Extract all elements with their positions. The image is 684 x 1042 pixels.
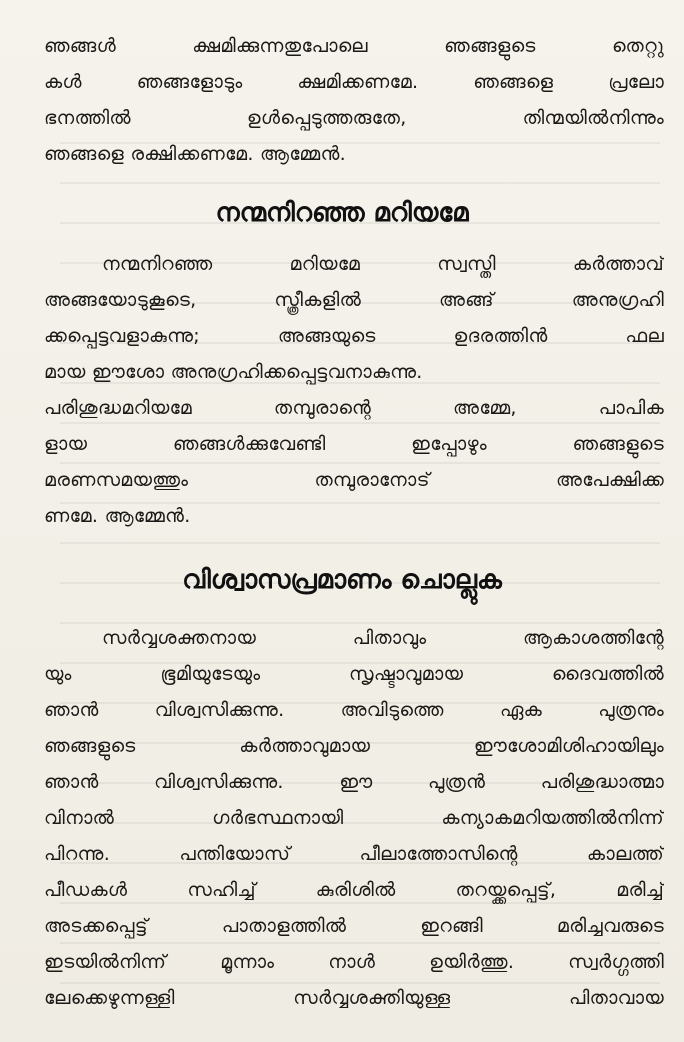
text-line: ഞാൻ വിശ്വസിക്കുന്നു. അവിടുത്തെ ഏക പുത്രനും bbox=[44, 699, 664, 721]
text-line: നന്മനിറഞ്ഞ മറിയമേ സ്വസ്തി കർത്താവ് bbox=[102, 253, 664, 275]
text-line: ളായ ഞങ്ങൾക്കുവേണ്ടി ഇപ്പോഴും ഞങ്ങളുടെ bbox=[44, 433, 664, 455]
text-line: ണമേ. ആമ്മേൻ. bbox=[44, 505, 191, 527]
text-line: മരണസമയത്തും തമ്പുരാനോട് അപേക്ഷിക്ക bbox=[44, 469, 664, 491]
section-heading-hail-mary: നന്മനിറഞ്ഞ മറിയമേ bbox=[215, 198, 469, 228]
text-line: അടക്കപ്പെട്ട് പാതാളത്തിൽ ഇറങ്ങി മരിച്ചവരുടെ bbox=[44, 915, 664, 937]
text-line: ഞങ്ങളെ രക്ഷിക്കണമേ. ആമ്മേൻ. bbox=[44, 143, 346, 165]
text-line: യും ഭൂമിയുടേയും സൃഷ്ടാവുമായ ദൈവത്തിൽ bbox=[44, 663, 664, 685]
section-heading-creed: വിശ്വാസപ്രമാണം ചൊല്ലുക bbox=[182, 565, 502, 595]
text-line: ഭനത്തിൽ ഉൾപ്പെടുത്തരുതേ, തിന്മയിൽനിന്നും bbox=[44, 107, 664, 129]
text-line: മായ ഈശോ അനുഗ്രഹിക്കപ്പെട്ടവനാകുന്നു. bbox=[44, 361, 423, 383]
text-line: പരിശുദ്ധമറിയമേ തമ്പുരാന്റെ അമ്മേ, പാപിക bbox=[44, 397, 664, 419]
text-line: ഞങ്ങൾ ക്ഷമിക്കുന്നതുപോലെ ഞങ്ങളുടെ തെറ്റു bbox=[44, 35, 664, 57]
text-line: ഞങ്ങളുടെ കർത്താവുമായ ഈശോമിശിഹായിലും bbox=[44, 735, 664, 757]
text-line: പീഡകൾ സഹിച്ച് കുരിശിൽ തറയ്ക്കപ്പെട്ട്, മരിച്ച് bbox=[44, 879, 664, 901]
text-line: അങ്ങയോടുകൂടെ, സ്ത്രീകളിൽ അങ്ങ് അനുഗ്രഹി bbox=[44, 289, 664, 311]
text-line: കൾ ഞങ്ങളോടും ക്ഷമിക്കണമേ. ഞങ്ങളെ പ്രലോ bbox=[44, 71, 664, 93]
text-line: സർവ്വശക്തനായ പിതാവും ആകാശത്തിന്റേ bbox=[102, 627, 664, 649]
text-line: ലേക്കെഴുന്നള്ളി സർവ്വശക്തിയുള്ള പിതാവായ bbox=[44, 987, 664, 1009]
hail-mary-paragraph bbox=[44, 246, 664, 534]
text-line: പിറന്നു. പന്തിയോസ് പീലാത്തോസിന്റെ കാലത്ത് bbox=[44, 843, 664, 865]
text-line: ഇടയിൽനിന്ന് മൂന്നാം നാൾ ഉയിർത്തു. സ്വർഗ്ഗത്തി bbox=[44, 951, 664, 973]
text-line: വിനാൽ ഗർഭസ്ഥനായി കന്യാകമറിയത്തിൽനിന്ന് bbox=[44, 807, 664, 829]
text-line: ക്കപ്പെട്ടവളാകുന്നു; അങ്ങയുടെ ഉദരത്തിൻ ഫല bbox=[44, 325, 664, 347]
prayer-continuation bbox=[44, 28, 664, 172]
creed-paragraph bbox=[44, 620, 664, 1016]
text-line: ഞാൻ വിശ്വസിക്കുന്നു. ഈ പുത്രൻ പരിശുദ്ധാത്മാ bbox=[44, 771, 664, 793]
